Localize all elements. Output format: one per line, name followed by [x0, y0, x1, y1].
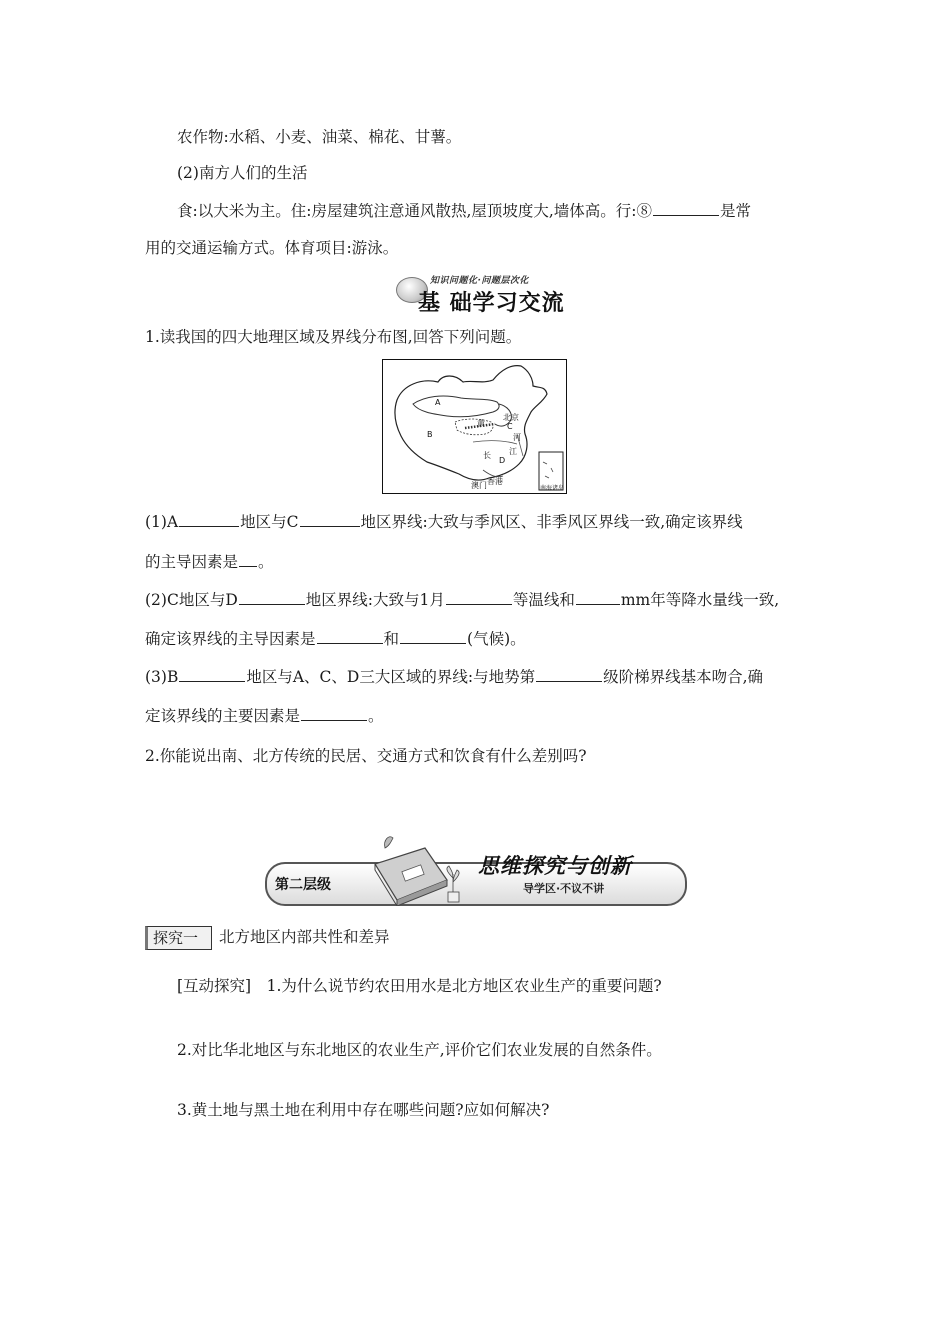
section-title: 思维探究与创新 — [478, 854, 632, 878]
q1-stem: 1.读我国的四大地理区域及界线分布图,回答下列问题。 — [145, 328, 522, 346]
map-label-d: D — [499, 456, 506, 465]
answer-blank-c[interactable] — [300, 512, 360, 527]
answer-blank-a[interactable] — [179, 512, 239, 527]
answer-blank-factor-2[interactable] — [400, 629, 466, 644]
q1-p2-prefix: (2)C地区与D — [145, 591, 238, 609]
q1-p1-prefix: (1)A — [145, 513, 179, 531]
explore-q3: 3.黄土地与黑土地在利用中存在哪些问题?应如何解决? — [177, 1101, 550, 1119]
life-line-2: 用的交通运输方式。体育项目:游泳。 — [145, 239, 399, 257]
map-label-chang: 长 — [483, 451, 491, 460]
map-label-he: 河 — [513, 433, 521, 442]
q1-p3-mid: 地区与A、C、D三大区域的界线:与地势第 — [246, 668, 536, 686]
explore-title: 北方地区内部共性和差异 — [219, 928, 390, 946]
q1-p2-mid: 地区界线:大致与1月 — [305, 591, 445, 609]
q1-part2-line2 — [145, 629, 526, 649]
answer-blank-main-factor[interactable] — [301, 706, 367, 721]
answer-blank-8[interactable] — [653, 201, 719, 216]
q1-p1-end: 。 — [258, 553, 274, 571]
q1-part3-line1 — [145, 667, 763, 687]
q1-p3-prefix: (3)B — [145, 668, 179, 686]
life-line-1-text: 食:以大米为主。住:房屋建筑注意通风散热,屋顶坡度大,墙体高。行:⑧ — [177, 202, 653, 220]
china-outline-drawing — [383, 360, 566, 493]
book-plant-icon — [355, 834, 465, 906]
explore-q2: 2.对比华北地区与东北地区的农业生产,评价它们农业发展的自然条件。 — [177, 1041, 662, 1059]
explore-q1: [互动探究] 1.为什么说节约农田用水是北方地区农业生产的重要问题? — [177, 977, 662, 995]
answer-blank-d[interactable] — [239, 590, 305, 605]
level-label: 第二层级 — [275, 877, 331, 893]
map-label-huang: 黄 — [477, 419, 485, 428]
q1-part2-line1 — [145, 590, 779, 610]
q1-p2-and: 和 — [383, 630, 400, 648]
q1-p3-end: 。 — [368, 707, 384, 725]
china-regions-map — [382, 359, 567, 494]
q1-p2-tail: mm年等降水量线一致, — [620, 591, 780, 609]
answer-blank-step[interactable] — [536, 667, 602, 682]
map-label-inset: 南海诸岛 — [540, 485, 565, 492]
explore-tag: 探究一 — [145, 926, 212, 950]
q1-p2-end: (气候)。 — [467, 630, 526, 648]
map-label-a: A — [435, 398, 441, 407]
life-line-1-tail: 是常 — [720, 202, 752, 220]
map-label-beijing: 北京 — [503, 413, 519, 422]
section-subtitle: 导学区·不议不讲 — [523, 882, 605, 895]
q1-p3-tail: 级阶梯界线基本吻合,确 — [603, 668, 764, 686]
banner-title: 基 础学习交流 — [418, 291, 565, 316]
q1-p2-factor-text: 确定该界线的主导因素是 — [145, 630, 316, 648]
answer-blank-factor-1[interactable] — [317, 629, 383, 644]
south-life-heading: (2)南方人们的生活 — [177, 164, 308, 182]
map-label-b: B — [427, 430, 433, 439]
life-line-1 — [177, 201, 751, 221]
q1-p1-mid: 地区与C — [240, 513, 299, 531]
q1-part1-line1 — [145, 512, 743, 532]
map-label-c: C — [507, 422, 513, 431]
answer-blank-precip[interactable] — [576, 590, 620, 605]
answer-blank-b[interactable] — [179, 667, 245, 682]
basic-learning-banner — [388, 273, 568, 315]
q1-p1-factor-text: 的主导因素是 — [145, 553, 239, 571]
banner-subtitle: 知识问题化·问题层次化 — [430, 276, 529, 286]
q1-part3-line2 — [145, 706, 384, 726]
map-label-jiang: 江 — [509, 447, 517, 456]
q1-part1-line2 — [145, 552, 274, 572]
map-label-xianggang: 香港 — [487, 477, 503, 486]
q1-p2-mid2: 等温线和 — [512, 591, 575, 609]
section-two-banner — [265, 820, 685, 915]
q1-p1-tail: 地区界线:大致与季风区、非季风区界线一致,确定该界线 — [360, 513, 743, 531]
answer-blank-factor[interactable] — [239, 552, 257, 567]
map-label-aomen: 澳门 — [471, 481, 487, 490]
crops-line: 农作物:水稻、小麦、油菜、棉花、甘薯。 — [177, 128, 462, 146]
q1-p3-factor-text: 定该界线的主要因素是 — [145, 707, 301, 725]
q2-text: 2.你能说出南、北方传统的民居、交通方式和饮食有什么差别吗? — [145, 747, 587, 765]
answer-blank-isotherm[interactable] — [446, 590, 512, 605]
